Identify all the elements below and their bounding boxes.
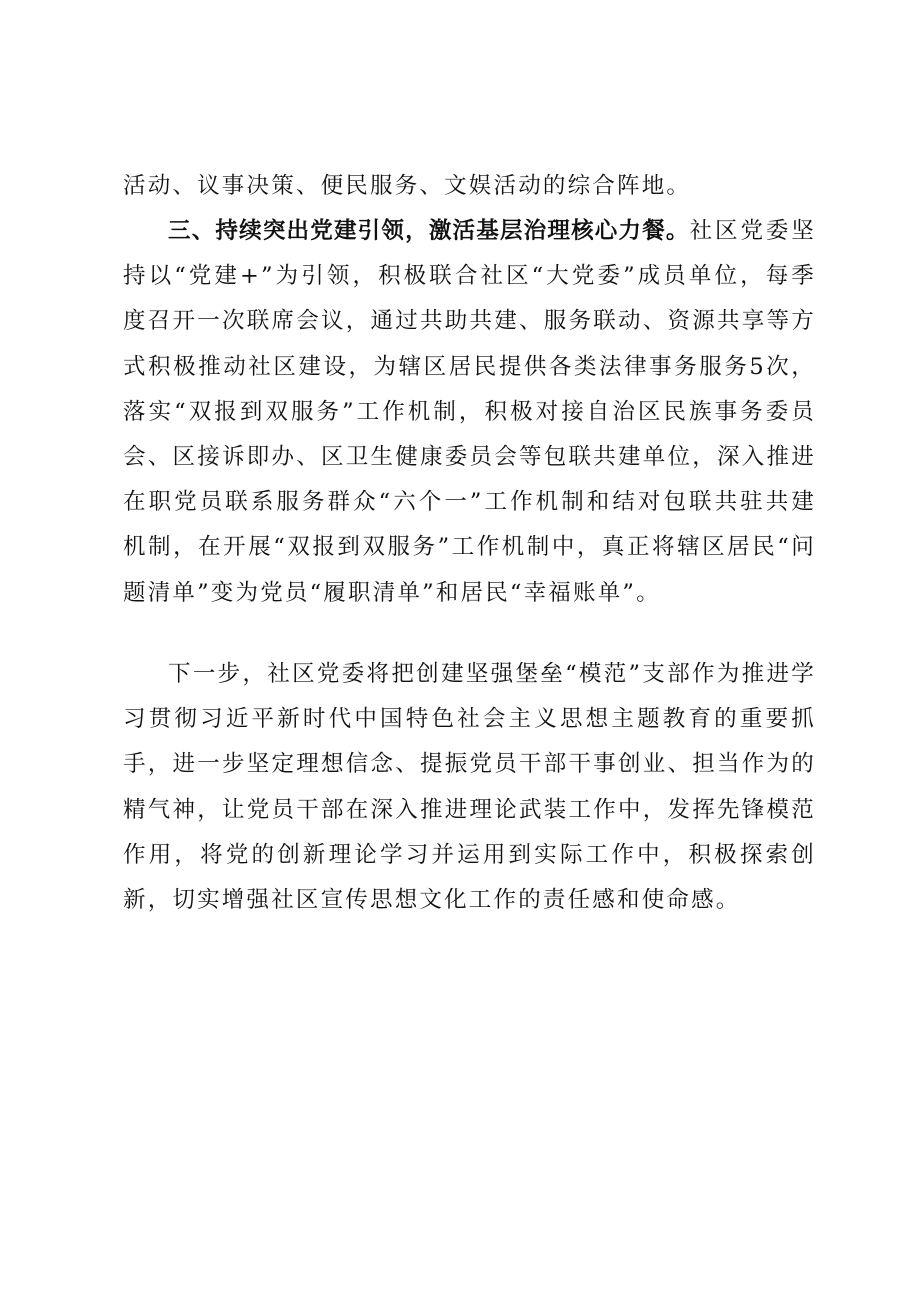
paragraph-next-steps bbox=[123, 652, 816, 923]
section-heading: 三、持续突出党建引领，激活基层治理核心力餐。 bbox=[168, 218, 690, 244]
section-body-text: 社区党委坚持以“党建+”为引领，积极联合社区“大党委”成员单位，每季度召开一次联席会议，通过共助共建、服务联动、资源共享等方式积极推动社区建设，为辖区居民提供各类法律事务服务5次，落实“双报到双服务”工作机制，积极对接自治区民族事务委员会、区接诉即办、区卫生健康委员会等包联共建单位，深入推进在职党员联系服务群众“六个一”工作机制和结对包联共驻共建机制，在开展“双报到双服务”工作机制中，真正将辖区居民“问题清单”变为党员“履职清单”和居民“幸福账单”。 bbox=[123, 218, 816, 606]
paragraph-continuation bbox=[123, 164, 816, 209]
paragraph-text: 下一步，社区党委将把创建坚强堡垒“模范”支部作为推进学习贯彻习近平新时代中国特色社会主义思想主题教育的重要抓手，进一步坚定理想信念、提振党员干部干事创业、担当作为的精气神，让党员干部在深入推进理论武装工作中，发挥先锋模范作用，将党的创新理论学习并运用到实际工作中，积极探索创新，切实增强社区宣传思想文化工作的责任感和使命感。 bbox=[123, 661, 816, 914]
paragraph-body bbox=[123, 209, 816, 616]
paragraph-section-three bbox=[123, 209, 816, 616]
paragraph-text: 活动、议事决策、便民服务、文娱活动的综合阵地。 bbox=[123, 173, 692, 199]
